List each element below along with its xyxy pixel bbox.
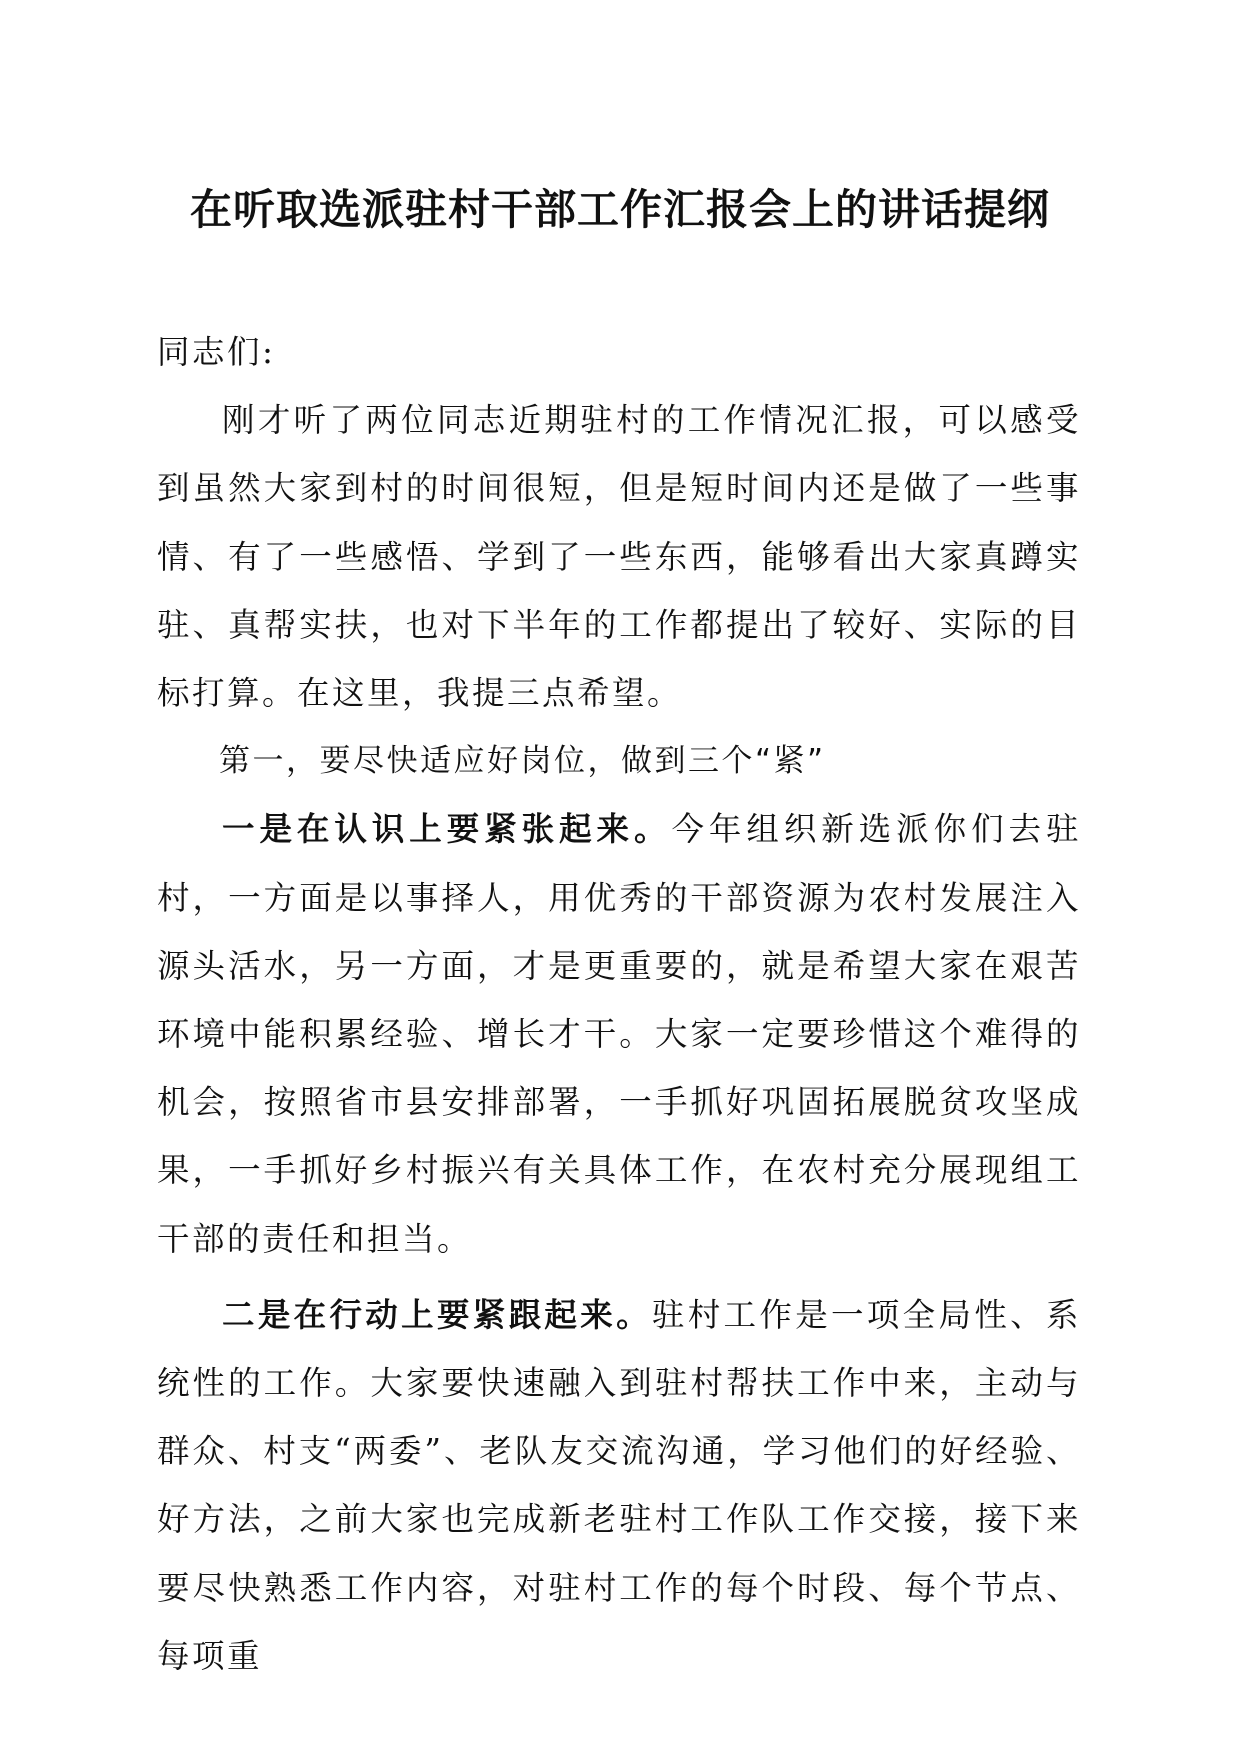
point-one-text: 今年组织新选派你们去驻村，一方面是以事择人，用优秀的干部资源为农村发展注入源头活水，另一方面，才是更重要的，就是希望大家在艰苦环境中能积累经验、增长才干。大家一定要珍惜这个难得的机会，按照省市县安排部署，一手抓好巩固拓展脱贫攻坚成果，一手抓好乡村振兴有关具体工作，在农村充分展现组工干部的责任和担当。: [157, 810, 1081, 1258]
document-title: 在听取选派驻村干部工作汇报会上的讲话提纲: [189, 185, 1050, 234]
intro-paragraph: 刚才听了两位同志近期驻村的工作情况汇报，可以感受到虽然大家到村的时间很短，但是短时间内还是做了一些事情、有了一些感悟、学到了一些东西，能够看出大家真蹲实驻、真帮实扶，也对下半年的工作都提出了较好、实际的目标打算。在这里，我提三点希望。: [157, 401, 1081, 713]
point-one-lead: 一是在认识上要紧张起来。: [222, 810, 672, 849]
point-two-text: 驻村工作是一项全局性、系统性的工作。大家要快速融入到驻村帮扶工作中来，主动与群众、村支“两委”、老队友交流沟通，学习他们的好经验、好方法，之前大家也完成新老驻村工作队工作交接，接下来要尽快熟悉工作内容，对驻村工作的每个时段、每个节点、每项重: [157, 1295, 1081, 1675]
point-one-paragraph: [157, 795, 1081, 1272]
section-heading: 第一，要尽快适应好岗位，做到三个“紧”: [219, 743, 826, 780]
point-two-paragraph: [157, 1281, 1081, 1690]
salutation: 同志们:: [157, 333, 276, 371]
document-body: [157, 318, 1081, 1690]
point-two-lead: 二是在行动上要紧跟起来。: [222, 1295, 652, 1334]
